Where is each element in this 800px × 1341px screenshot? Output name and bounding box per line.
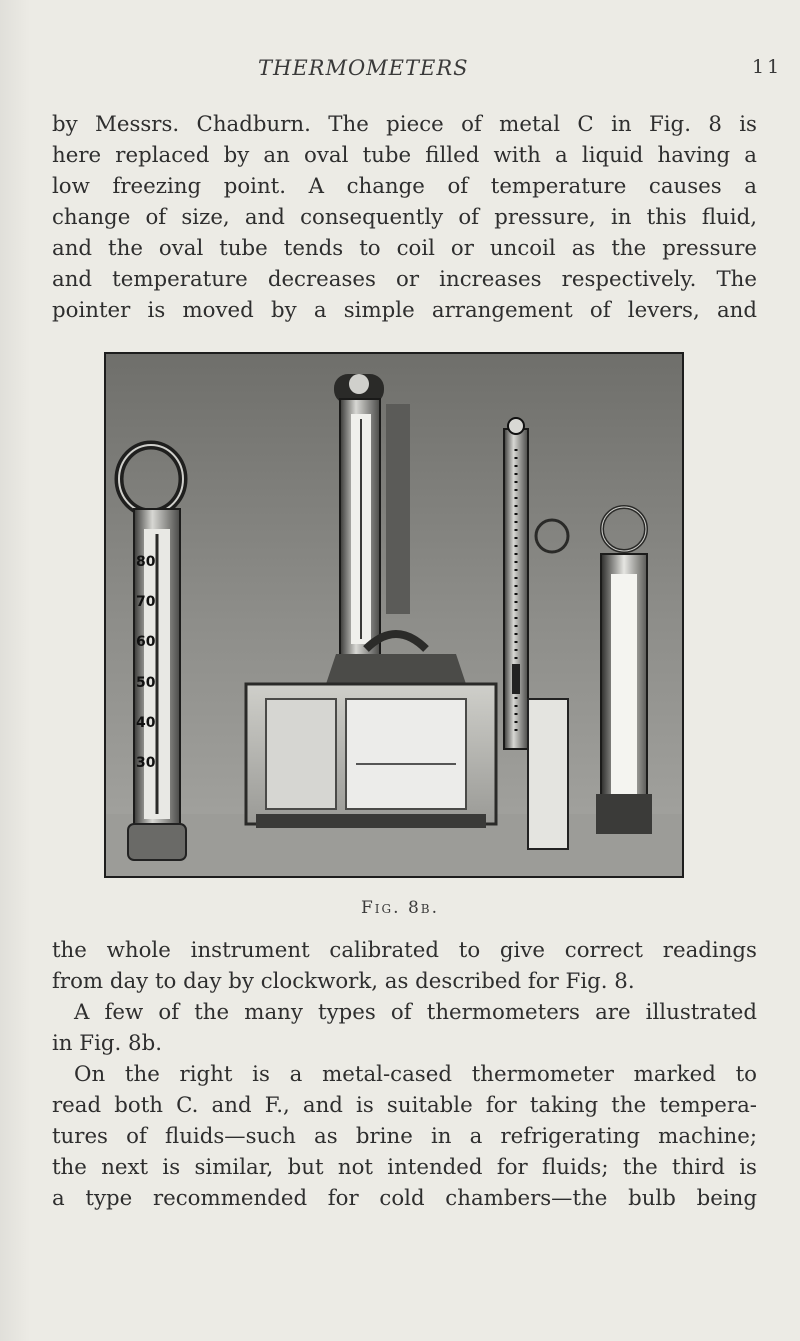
page-number: 11	[752, 56, 783, 78]
text-line: the next is similar, but not intended for fluids; the third is	[52, 1155, 757, 1180]
text-line: the whole instrument calibrated to give correct readings	[52, 938, 757, 963]
bottom-paragraphs	[52, 935, 757, 1214]
text-line: in Fig. 8b.	[52, 1031, 163, 1056]
scale-label: 50	[136, 675, 156, 691]
text-line: and temperature decreases or increases respectively. The	[52, 267, 757, 292]
scale-label: 70	[136, 594, 156, 610]
right-slim-thermometer	[504, 418, 528, 749]
thermometers-photo	[106, 354, 682, 876]
text-line: read both C. and F., and is suitable for taking the tempera-	[52, 1093, 757, 1118]
text-line: On the right is a metal-cased thermometer marked to	[74, 1062, 757, 1087]
scale-label: 80	[136, 554, 156, 570]
figure-photograph	[104, 352, 684, 878]
text-line: A few of the many types of thermometers are illustrated	[74, 1000, 757, 1025]
scale-label: 60	[136, 634, 156, 650]
running-head	[0, 56, 800, 86]
text-line: by Messrs. Chadburn. The piece of metal C in Fig. 8 is	[52, 112, 757, 137]
top-paragraph	[52, 109, 757, 326]
figure-caption: Fig. 8b.	[361, 898, 439, 918]
text-line: and the oval tube tends to coil or uncoil as the pressure	[52, 236, 757, 261]
running-title: THERMOMETERS	[258, 56, 469, 80]
text-line: low freezing point. A change of temperature causes a	[52, 174, 757, 199]
scale-label: 40	[136, 715, 156, 731]
text-line: change of size, and consequently of pressure, in this fluid,	[52, 205, 757, 230]
text-line: a type recommended for cold chambers—the bulb being	[52, 1186, 757, 1211]
text-line: here replaced by an oval tube filled with a liquid having a	[52, 143, 757, 168]
text-line: pointer is moved by a simple arrangement of levers, and	[52, 298, 757, 323]
text-line: tures of fluids—such as brine in a refrigerating machine;	[52, 1124, 757, 1149]
text-line: from day to day by clockwork, as described for Fig. 8.	[52, 969, 635, 994]
scale-label: 30	[136, 755, 156, 771]
